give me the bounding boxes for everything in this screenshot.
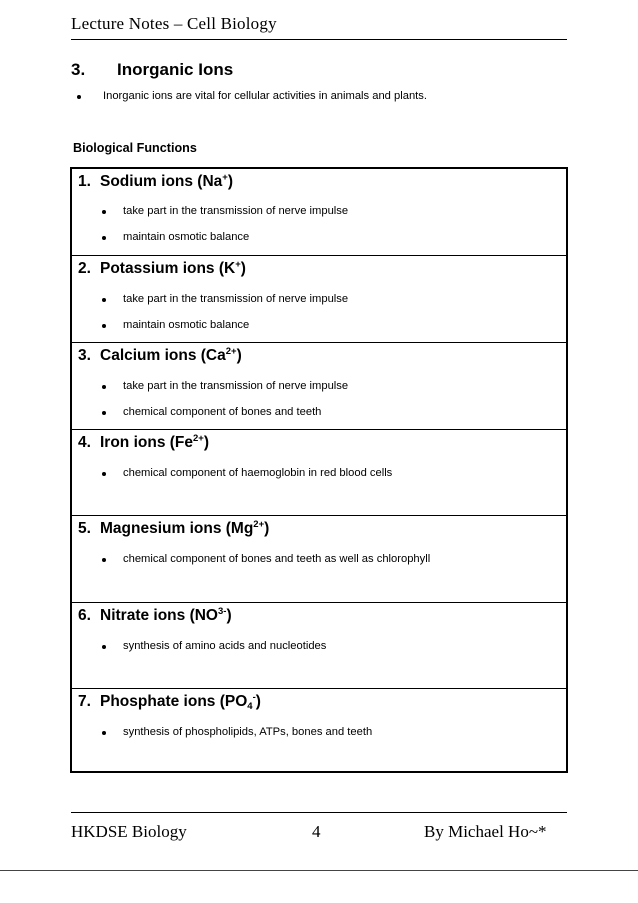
footer-author: By Michael Ho~* [424, 822, 547, 841]
section-heading [71, 60, 233, 80]
footer-course: HKDSE Biology [71, 822, 187, 841]
ion-index: 4. [78, 434, 91, 451]
section-title: Inorganic Ions [117, 60, 234, 79]
ion-point-text: chemical component of bones and teeth [123, 406, 322, 418]
ion-close: ) [226, 607, 232, 624]
ion-point-text: maintain osmotic balance [123, 231, 250, 243]
bullet-icon [102, 645, 106, 649]
page-edge-line [0, 870, 638, 871]
ion-close: ) [264, 520, 270, 537]
biological-functions-heading: Biological Functions [73, 141, 197, 155]
ion-title [78, 260, 246, 278]
ion-name: Phosphate ions (PO [100, 693, 248, 710]
ion-cell-potassium [72, 255, 566, 342]
ion-cell-magnesium [72, 515, 566, 602]
ion-index: 5. [78, 520, 91, 537]
ion-title [78, 434, 209, 452]
ion-title [78, 520, 269, 538]
ion-cell-nitrate [72, 602, 566, 688]
ion-name: Iron ions (Fe [100, 434, 193, 451]
ion-charge: 2+ [253, 519, 265, 530]
footer-rule [71, 812, 567, 813]
running-header: Lecture Notes – Cell Biology [71, 14, 277, 33]
bullet-icon [102, 731, 106, 735]
ion-close: ) [255, 693, 261, 710]
header-rule [71, 39, 567, 40]
ion-index: 2. [78, 260, 91, 277]
ion-title [78, 693, 261, 711]
bullet-icon [102, 298, 106, 302]
ion-point-text: take part in the transmission of nerve impulse [123, 293, 349, 305]
ion-charge: 3- [217, 606, 227, 617]
ion-cell-iron [72, 429, 566, 515]
ion-point-text: synthesis of phospholipids, ATPs, bones and teeth [123, 726, 373, 738]
ion-title [78, 173, 233, 191]
ion-index: 1. [78, 173, 91, 190]
ion-title [78, 607, 232, 625]
ion-index: 6. [78, 607, 91, 624]
bullet-icon [77, 95, 81, 99]
ion-cell-calcium [72, 342, 566, 429]
ion-cell-sodium [72, 169, 566, 255]
ion-index: 7. [78, 693, 91, 710]
ion-point [102, 319, 542, 333]
ion-point [102, 406, 542, 420]
ion-point [102, 553, 542, 567]
ion-cell-phosphate [72, 688, 566, 771]
page-number: 4 [312, 822, 321, 841]
ion-point [102, 205, 542, 219]
ion-charge: - [252, 692, 256, 703]
ion-close: ) [236, 347, 242, 364]
ion-index: 3. [78, 347, 91, 364]
ion-name: Nitrate ions (NO [100, 607, 218, 624]
intro-text: Inorganic ions are vital for cellular activities in animals and plants. [103, 90, 427, 102]
ion-point-text: synthesis of amino acids and nucleotides [123, 640, 327, 652]
bullet-icon [102, 324, 106, 328]
ion-point [102, 380, 542, 394]
ion-charge: 2+ [225, 346, 237, 357]
bullet-icon [102, 236, 106, 240]
ions-table [70, 167, 568, 773]
ion-point [102, 726, 542, 740]
ion-point [102, 640, 542, 654]
ion-point-text: chemical component of haemoglobin in red blood cells [123, 467, 393, 479]
ion-close: ) [203, 434, 210, 451]
ion-point [102, 467, 542, 481]
ion-charge: + [235, 259, 241, 270]
ion-charge: 2+ [193, 433, 204, 444]
ion-point-text: take part in the transmission of nerve impulse [123, 205, 349, 217]
ion-close: ) [240, 260, 246, 277]
ion-close: ) [227, 173, 234, 190]
ion-point-text: maintain osmotic balance [123, 319, 250, 331]
bullet-icon [102, 558, 106, 562]
ion-charge: + [222, 172, 228, 183]
bullet-icon [102, 210, 106, 214]
ion-point [102, 293, 542, 307]
ion-title [78, 347, 242, 365]
ion-name: Potassium ions (K [100, 260, 236, 277]
ion-point [102, 231, 542, 245]
bullet-icon [102, 385, 106, 389]
bullet-icon [102, 411, 106, 415]
ion-point-text: chemical component of bones and teeth as well as chlorophyll [123, 553, 431, 565]
ion-point-text: take part in the transmission of nerve impulse [123, 380, 349, 392]
bullet-icon [102, 472, 106, 476]
section-number: 3. [71, 60, 86, 79]
ion-subscript: 4 [247, 701, 253, 712]
ion-name: Sodium ions (Na [100, 173, 223, 190]
ion-name: Calcium ions (Ca [100, 347, 226, 364]
ion-name: Magnesium ions (Mg [100, 520, 254, 537]
